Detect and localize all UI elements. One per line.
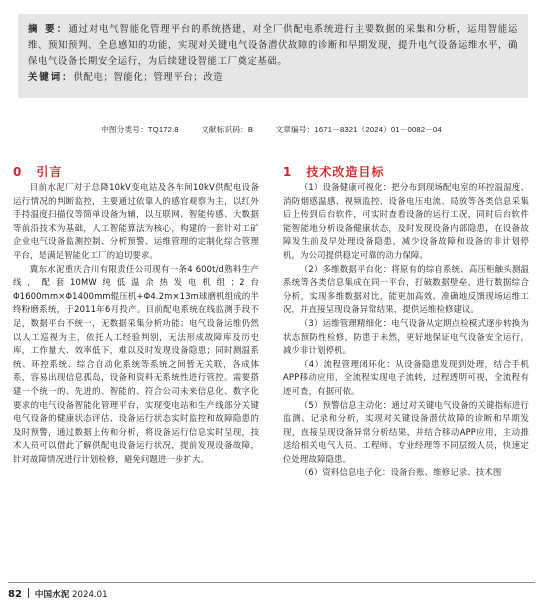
abstract-text: 通过对电气智能化管理平台的系统搭建，对全厂供配电系统进行主要数据的采集和分析，运用智能运维、预知预判、全息感知的功能，实现对关键电气设备潜伏故障的诊断和早期发现，提升电气设备运维水平，确保电气设备长期安全运行，为后续建设智能工厂奠定基础。 xyxy=(28,24,519,67)
article-number: 文章编号：1671－8321（2024）01－0082－04 xyxy=(275,125,442,134)
footer-separator xyxy=(28,588,29,598)
body-paragraph: 冀东水泥重庆合川有限责任公司现有一条4 600t/d熟料生产线，配套10MW纯低温余热发电机组；2台Φ1600mm×Φ1400mm辊压机+Φ4.2m×13m球磨机组成的半终粉磨系统，于2011年6月投产。目前配电系统在线监测手段不足，数据平台不统一，无数据采集分析功能；电气设备运维仍然以人工巡视为主，依托人工经验判别，无法形成故障库及历史库，工作量大、效率低下，难以及时发现设备隐患；同时测温系统、环控系统、综合自动化系统等系统之间暂无关联，各成体系，容易出现信息孤岛，设备和资料无系统性进行管控。需要搭建一个统一的、先进的、智能的、符合公司未来信息化、数字化要求的电气设备智能化管理平台，实现变电站和生产线部分关键电气设备的健康状态评估、设备运行状态实时监控和故障隐患的及时预警，通过数据上传和分析，将设备运行信息实时呈现，技术人员可以借此了解供配电设备运行状况，提前发现设备故障，针对故障情况进行计划检修，避免问题进一步扩大。 xyxy=(13,263,259,464)
classification-number: 中图分类号：TQ172.8 xyxy=(101,125,179,134)
page-number: 82 xyxy=(8,589,22,600)
section-title: 引言 xyxy=(36,165,63,179)
section-title: 技术改造目标 xyxy=(306,165,385,179)
goal-paragraph: （4）流程管理闭环化：从设备隐患发现到处理，结合手机APP移动应用，全流程实现电子流转，过程透明可视，全流程有迹可查，有据可依。 xyxy=(283,358,529,396)
keywords-label: 关键词： xyxy=(28,72,74,83)
goal-paragraph: （2）多维数据平台化：将原有的综自系统、高压柜触头测温系统等各类信息集成在同一平台，打破数据壁垒，进行数据综合分析，实现多维数据对比，能更加高效、准确地反馈现场运维工况，并直接呈现设备异常结果，提供运维检修建议。 xyxy=(283,263,529,315)
issue-number: 2024.01 xyxy=(72,590,108,600)
left-column xyxy=(13,163,259,466)
right-column xyxy=(283,163,529,480)
footer-rule xyxy=(8,582,535,583)
classification-line xyxy=(0,124,543,135)
goal-paragraph: （6）资料信息电子化：设备台账、维修记录、技术图 xyxy=(299,467,502,478)
abstract-label: 摘 要： xyxy=(28,24,69,35)
magazine-name: 中国水泥 xyxy=(34,590,70,600)
page-footer xyxy=(8,587,535,603)
body-paragraph: 目前水泥厂对于总降10kV变电站及各车间10kV供配电设备运行情况的判断监控，主要通过依靠人的感官观察为主，以红外手持温度扫描仪等简单设备为辅，以互联网、智能传感、大数据等前沿技术为基础，人工智能算法为核心，构建的一套针对工矿企业电气设备监测控制、分析预警、运维管理的定制化综合管理平台，是满足智能化工厂的迫切要求。 xyxy=(13,182,259,260)
goal-paragraph: （1）设备健康可视化：把分布到现场配电室的环控温湿度、消防烟感温感、视频监控、设备电压电流、局放等各类信息采集后上传到后台软件，可实时查看设备的运行工况，同时后台软件能智能地分析设备健康状态，及时发现设备内部隐患，在设备故障发生前及早处理设备隐患，减少设备故障和设备的非计划停机，为公司提供稳定可靠的动力保障。 xyxy=(283,182,529,260)
section-heading-goals xyxy=(283,163,529,181)
section-heading-introduction xyxy=(13,163,259,181)
goal-paragraph: （5）预警信息主动化：通过对关键电气设备的关键指标进行监测、记录和分析，实现对关键设备潜伏故障的诊断和早期发现，直接呈现设备异常分析结果，并结合移动APP应用，主动推送给相关电气人员、工程师、专业经理等不同层级人员，快速定位处理故障隐患。 xyxy=(283,399,529,464)
document-code: 文献标识码：B xyxy=(201,125,254,134)
abstract-paragraph xyxy=(28,22,518,70)
goal-paragraph: （3）运维管理精细化：电气设备从定期点检模式逐步转换为状态预防性检修，防患于未然，更好地保证电气设备安全运行，减少非计划停机。 xyxy=(283,317,529,356)
section-number: 1 xyxy=(283,165,293,179)
abstract-box xyxy=(18,14,528,98)
section-number: 0 xyxy=(13,165,23,179)
keywords-line xyxy=(28,70,518,86)
keywords-text: 供配电；智能化；管理平台；改造 xyxy=(73,72,224,83)
